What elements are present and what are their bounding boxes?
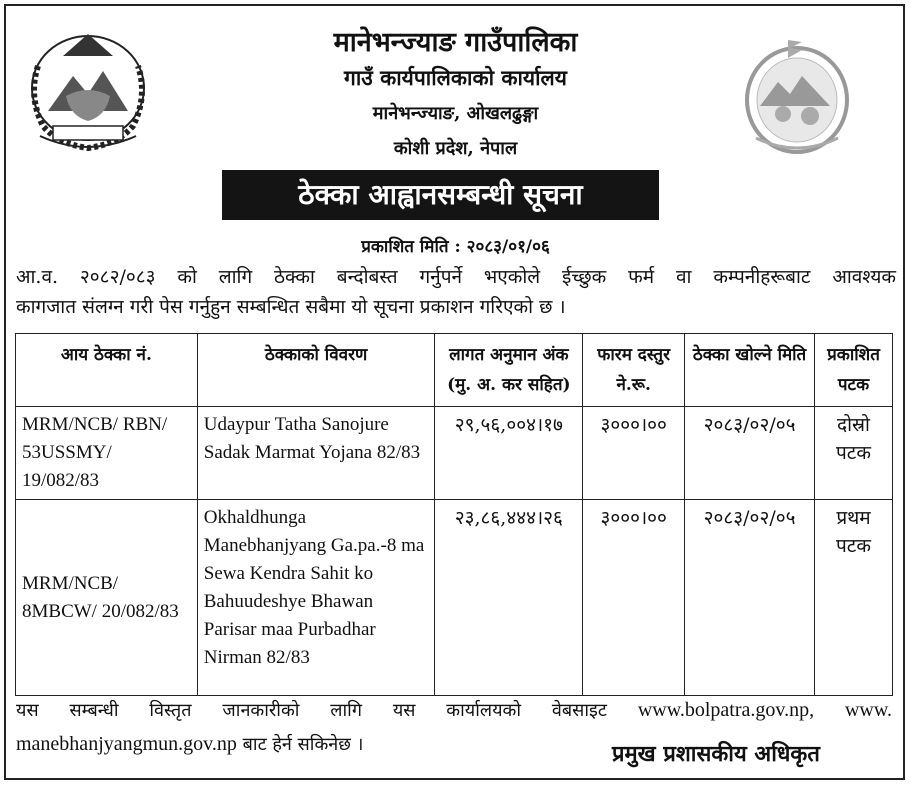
cell-code: MRM/NCB/ 8MBCW/ 20/082/83 xyxy=(16,500,198,696)
col-header-times: प्रकाशित पटक xyxy=(815,334,893,407)
table-header-row xyxy=(16,334,893,407)
municipality-website-link[interactable]: manebhanjyangmun.gov.np xyxy=(16,733,237,755)
col-header-fee: फारम दस्तुर ने.रू. xyxy=(583,334,685,407)
office-name: गाउँ कार्यपालिकाको कार्यालय xyxy=(344,65,567,90)
cell-fee: ३०००।०० xyxy=(583,500,685,696)
cell-open-date: २०८३/०२/०५ xyxy=(685,500,815,696)
office-address: मानेभन्ज्याङ, ओखलढुङ्गा xyxy=(372,103,539,124)
notice-title: ठेक्का आह्वानसम्बन्धी सूचना xyxy=(222,170,659,220)
cell-description: Okhaldhunga Manebhanjyang Ga.pa.-8 ma Sewa Kendra Sahit ko Bahuudeshye Bhawan Parisar maa Purbadhar Nirman 82/83 xyxy=(197,500,435,696)
table-row xyxy=(16,500,893,696)
col-header-code: आय ठेक्का नं. xyxy=(16,334,198,407)
published-date: प्रकाशित मिति : २०८३/०१/०६ xyxy=(361,237,550,257)
tender-table xyxy=(15,333,893,696)
office-province: कोशी प्रदेश, नेपाल xyxy=(393,138,518,159)
cell-times: प्रथम पटक xyxy=(815,500,893,696)
cell-times: दोस्रो पटक xyxy=(815,407,893,500)
cell-fee: ३०००।०० xyxy=(583,407,685,500)
cell-estimate: २९,५६,००४।१७ xyxy=(435,407,583,500)
cell-estimate: २३,८६,४४४।२६ xyxy=(435,500,583,696)
footer-line-2 xyxy=(16,731,363,758)
intro-line-2: कागजात संलग्न गरी पेस गर्नुहुन सम्बन्धित सबैमा यो सूचना प्रकाशन गरिएको छ । xyxy=(16,296,566,318)
cell-open-date: २०८३/०२/०५ xyxy=(685,407,815,500)
footer-text-2: बाट हेर्न सकिनेछ । xyxy=(242,734,364,755)
cell-description: Udaypur Tatha Sanojure Sadak Marmat Yojana 82/83 xyxy=(197,407,435,500)
footer-line-1 xyxy=(16,697,892,724)
table-row xyxy=(16,407,893,500)
municipality-name: मानेभन्ज्याङ गाउँपालिका xyxy=(333,27,578,58)
signatory-title: प्रमुख प्रशासकीय अधिकृत xyxy=(612,741,820,767)
website-link-prefix[interactable]: www. xyxy=(844,699,892,721)
col-header-estimate: लागत अनुमान अंक (मु. अ. कर सहित) xyxy=(435,334,583,407)
cell-code: MRM/NCB/ RBN/ 53USSMY/ 19/082/83 xyxy=(16,407,198,500)
intro-line-1: आ.व. २०८२/०८३ को लागि ठेक्का बन्दोबस्त गर्नुपर्ने भएकोले ईच्छुक फर्म वा कम्पनीहरूबाट आवश्यक xyxy=(16,266,896,288)
bolpatra-link[interactable]: www.bolpatra.gov.np, xyxy=(637,699,815,721)
footer-text-1: यस सम्बन्धी विस्तृत जानकारीको लागि यस कार्यालयको वेबसाइट xyxy=(16,700,607,721)
col-header-description: ठेक्काको विवरण xyxy=(197,334,435,407)
col-header-open-date: ठेक्का खोल्ने मिति xyxy=(685,334,815,407)
